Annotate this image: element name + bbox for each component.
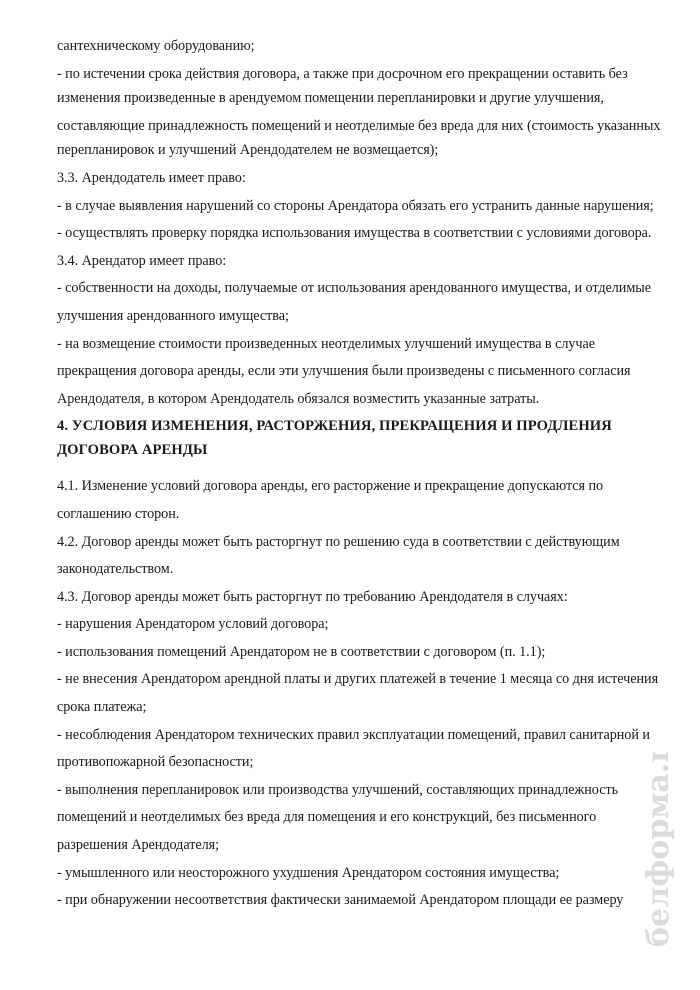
section-heading-line: 4. УСЛОВИЯ ИЗМЕНЕНИЯ, РАСТОРЖЕНИЯ, ПРЕКРАЩЕНИЯ И ПРОДЛЕНИЯ (57, 418, 612, 435)
document-page (57, 34, 677, 913)
text-line: разрешения Арендодателя; (57, 837, 219, 854)
list-item: - нарушения Арендатором условий договора; (57, 616, 329, 633)
clause-3-4: 3.4. Арендатор имеет право: (57, 252, 227, 269)
text-line: соглашению сторон. (57, 505, 180, 522)
text-line: - на возмещение стоимости произведенных неотделимых улучшений имущества в случае (57, 335, 595, 352)
text-line: сантехническому оборудованию; (57, 38, 255, 54)
text-line: - по истечении срока действия договора, а также при досрочном его прекращении оставить без (57, 65, 628, 82)
list-item: - несоблюдения Арендатором технических правил эксплуатации помещений, правил санитарной и (57, 726, 650, 743)
clause-4-2: 4.2. Договор аренды может быть расторгнут по решению суда в соответствии с действующим (57, 533, 620, 550)
text-line: прекращения договора аренды, если эти улучшения были произведены с письменного согласия (57, 363, 631, 380)
clause-4-1: 4.1. Изменение условий договора аренды, его расторжение и прекращение допускаются по (57, 478, 604, 495)
text-line: - осуществлять проверку порядка использования имущества в соответствии с условиями договора. (57, 225, 652, 242)
list-item: - выполнения перепланировок или производства улучшений, составляющих принадлежность (57, 781, 619, 798)
list-item: - использования помещений Арендатором не в соответствии с договором (п. 1.1); (57, 643, 546, 660)
text-line: - собственности на доходы, получаемые от использования арендованного имущества, и отделимые (57, 280, 651, 297)
text-line: улучшения арендованного имущества; (57, 307, 289, 324)
list-item: - умышленного или неосторожного ухудшения Арендатором состояния имущества; (57, 864, 560, 881)
list-item: - не внесения Арендатором арендной платы и других платежей в течение 1 месяца со дня истечения (57, 671, 659, 688)
section-heading-line: ДОГОВОРА АРЕНДЫ (57, 441, 208, 458)
text-line: противопожарной безопасности; (57, 754, 254, 771)
text-line: составляющие принадлежность помещений и неотделимые без вреда для них (стоимость указанных (57, 117, 661, 134)
section-4-body (57, 474, 677, 913)
clause-4-3: 4.3. Договор аренды может быть расторгнут по требованию Арендодателя в случаях: (57, 588, 568, 605)
text-line: изменения произведенные в арендуемом помещении перепланировки и другие улучшения, (57, 90, 604, 107)
text-line: помещений и неотделимых без вреда для помещения и его конструкций, без письменного (57, 809, 597, 826)
text-line: перепланировок и улучшений Арендодателем не возмещается); (57, 142, 439, 159)
clause-3-3: 3.3. Арендодатель имеет право: (57, 169, 246, 186)
text-line: срока платежа; (57, 699, 147, 716)
section-3-continuation (57, 34, 677, 411)
text-line: Арендодателя, в котором Арендодатель обязался возместить указанные затраты. (57, 390, 540, 407)
text-line: законодательством. (57, 561, 174, 578)
section-4-heading (57, 415, 677, 462)
list-item: - при обнаружении несоответствия фактически занимаемой Арендатором площади ее размеру (57, 892, 624, 909)
text-line: - в случае выявления нарушений со стороны Арендатора обязать его устранить данные нарушения; (57, 197, 654, 214)
watermark-text: белформа.net (641, 752, 676, 947)
